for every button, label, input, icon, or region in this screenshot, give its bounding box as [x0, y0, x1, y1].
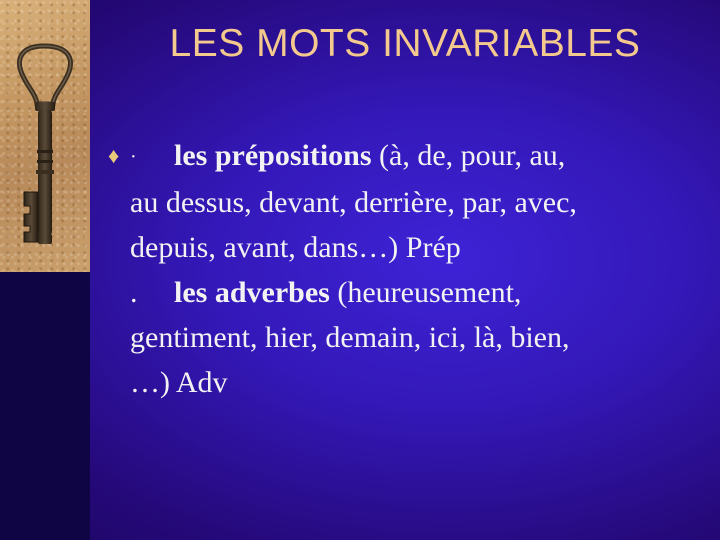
diamond-bullet-icon: ♦ [108, 143, 120, 168]
dot-bullet-icon: . [130, 276, 138, 309]
list-item [108, 133, 708, 180]
slide-body [108, 133, 708, 405]
skeleton-key-icon [0, 0, 90, 272]
item-text-continued: au dessus, devant, derrière, par, avec, [130, 186, 577, 219]
item-text: (heureusement, [329, 276, 522, 309]
item-text-continued: …) Adv [130, 366, 228, 399]
item-text-continued: gentiment, hier, demain, ici, là, bien, [130, 321, 570, 354]
slide-title: LES MOTS INVARIABLES [169, 22, 641, 65]
item-text-continued: depuis, avant, dans…) Prép [130, 231, 461, 264]
item-text: (à, de, pour, au, [371, 139, 566, 172]
dot-bullet-icon: · [130, 146, 137, 168]
list-item [108, 270, 708, 315]
term-adverbes: les adverbes [174, 276, 330, 309]
term-prepositions: les prépositions [174, 139, 372, 172]
